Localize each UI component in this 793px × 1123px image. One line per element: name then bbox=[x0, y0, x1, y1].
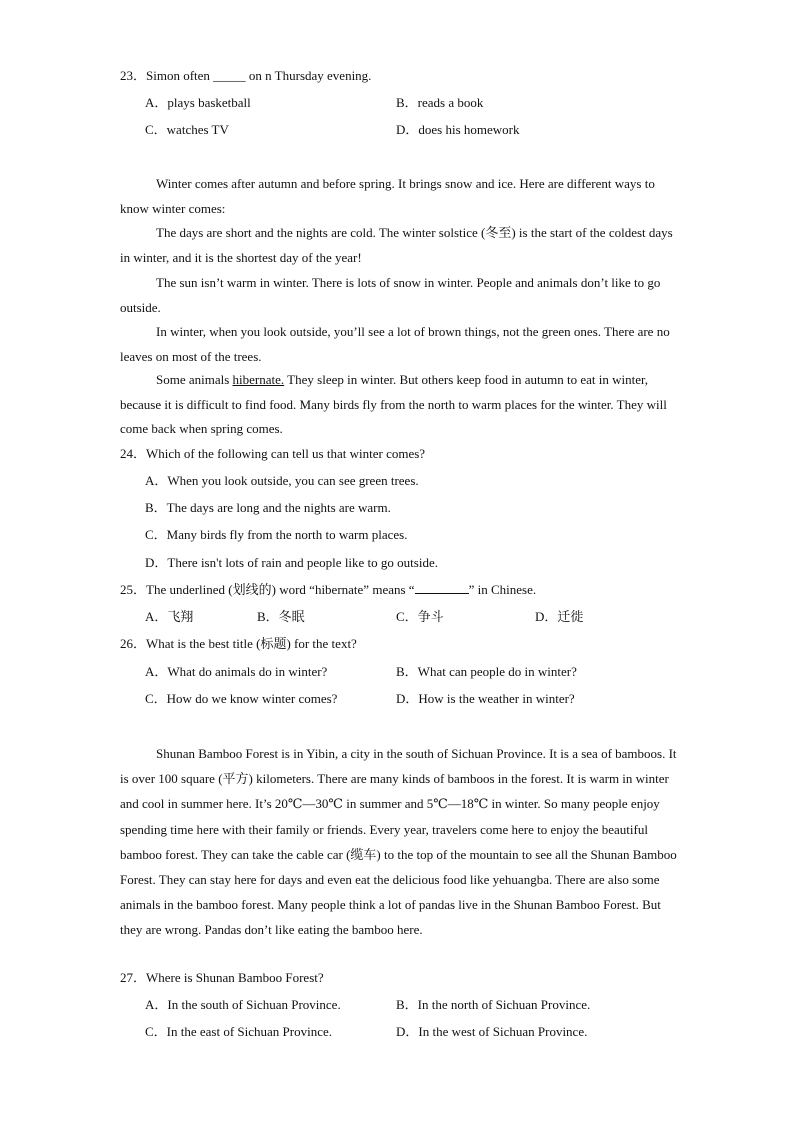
bamboo-paragraph: Shunan Bamboo Forest is in Yibin, a city in the south of Sichuan Province. It is a sea of bamboos. It is over 100 square (平方) kilometers. There are many kinds of bamboos in the forest. It is warm in winter and cool in summer here. It’s 20℃—30℃ in summer and 5℃—18℃ in winter. So many people enjoy spending time here with their family or friends. Every year, travelers come here to enjoy the beautiful bamboo forest. They can take the cable car (缆车) to the top of the mountain to see all the Shunan Bamboo Forest. They can stay here for days and even eat the delicious food like yehuangba. There are also some animals in the bamboo forest. Many people think a lot of pandas live in the Shunan Bamboo Forest. But they are wrong. Pandas don’t like eating the bamboo here. bbox=[120, 746, 677, 938]
underlined-word-hibernate: hibernate. bbox=[232, 372, 285, 387]
answer-blank bbox=[415, 593, 469, 594]
winter-paragraph-5-lead: Some animals bbox=[156, 372, 233, 387]
q23-option-a: A．plays basketball bbox=[145, 95, 251, 110]
q27-option-c: C．In the east of Sichuan Province. bbox=[145, 1024, 333, 1039]
q27-stem: 27．Where is Shunan Bamboo Forest? bbox=[120, 970, 324, 985]
winter-paragraph-3: The sun isn’t warm in winter. There is lots of snow in winter. People and animals don’t like to go outside. bbox=[120, 275, 661, 315]
q25-stem-tail: ” in Chinese. bbox=[468, 582, 537, 597]
q27-option-b: B．In the north of Sichuan Province. bbox=[396, 997, 591, 1012]
winter-paragraph-5-rest: They sleep in winter. But others keep food in autumn to eat in winter, because it is difficult to find food. Many birds fly from the north to warm places for the winter. They will come back when spring comes. bbox=[120, 372, 667, 436]
q26-option-c: C．How do we know winter comes? bbox=[145, 691, 338, 706]
q25-option-b: B．冬眠 bbox=[257, 609, 305, 624]
q26-option-a: A．What do animals do in winter? bbox=[145, 664, 328, 679]
q24-option-a: A．When you look outside, you can see green trees. bbox=[145, 473, 419, 488]
q26-option-d: D．How is the weather in winter? bbox=[396, 691, 575, 706]
q24-option-d: D．There isn't lots of rain and people like to go outside. bbox=[145, 555, 438, 570]
q23-option-c: C．watches TV bbox=[145, 122, 229, 137]
q25-stem bbox=[120, 582, 536, 598]
q25-stem-lead: 25．The underlined (划线的) word “hibernate” means “ bbox=[120, 582, 415, 597]
q23-stem: 23．Simon often _____ on n Thursday evening. bbox=[120, 68, 372, 83]
winter-paragraph-5 bbox=[120, 368, 680, 442]
winter-paragraph-2: The days are short and the nights are cold. The winter solstice (冬至) is the start of the coldest days in winter, and it is the shortest day of the year! bbox=[120, 225, 673, 265]
q23-option-b: B．reads a book bbox=[396, 95, 484, 110]
q26-option-b: B．What can people do in winter? bbox=[396, 664, 577, 679]
q25-option-c: C．争斗 bbox=[396, 609, 444, 624]
q24-stem: 24．Which of the following can tell us that winter comes? bbox=[120, 446, 426, 461]
q26-stem: 26．What is the best title (标题) for the text? bbox=[120, 636, 357, 651]
q24-option-b: B．The days are long and the nights are warm. bbox=[145, 500, 391, 515]
q25-option-a: A．飞翔 bbox=[145, 609, 194, 624]
q23-option-d: D．does his homework bbox=[396, 122, 520, 137]
winter-paragraph-1: Winter comes after autumn and before spring. It brings snow and ice. Here are different ways to know winter comes: bbox=[120, 176, 655, 216]
q25-option-d: D．迁徙 bbox=[535, 609, 584, 624]
q24-option-c: C．Many birds fly from the north to warm places. bbox=[145, 527, 408, 542]
winter-paragraph-4: In winter, when you look outside, you’ll see a lot of brown things, not the green ones. There are no leaves on most of the trees. bbox=[120, 324, 670, 364]
q27-option-d: D．In the west of Sichuan Province. bbox=[396, 1024, 588, 1039]
q27-option-a: A．In the south of Sichuan Province. bbox=[145, 997, 341, 1012]
